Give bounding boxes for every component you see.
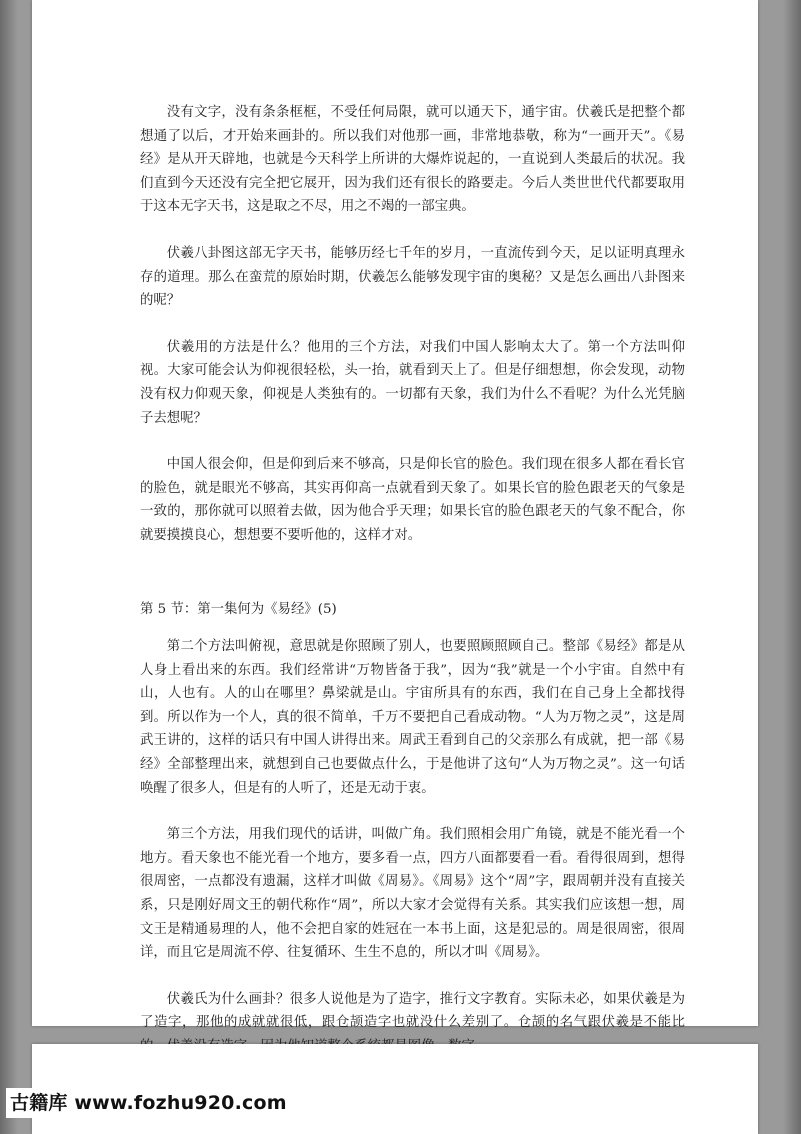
section-heading: 第 5 节：第一集何为《易经》(5)	[140, 601, 337, 617]
page-content	[140, 101, 685, 1082]
paragraph: 伏羲八卦图这部无字天书，能够历经七千年的岁月，一直流传到今天，足以证明真理永存的道理。那么在蛮荒的原始时期，伏羲怎么能够发现宇宙的奥秘？又是怎么画出八卦图来的呢？	[140, 245, 685, 309]
paragraph: 第二个方法叫俯视，意思就是你照顾了别人，也要照顾照顾自己。整部《易经》都是从人身上看出来的东西。我们经常讲“万物皆备于我”，因为“我”就是一个小宇宙。自然中有山，人也有。人的山在哪里？鼻梁就是山。宇宙所具有的东西，我们在自己身上全都找得到。所以作为一个人，真的很不简单，千万不要把自己看成动物。“人为万物之灵”，这是周武王讲的，这样的话只有中国人讲得出来。周武王看到自己的父亲那么有成就，把一部《易经》全部整理出来，就想到自己也要做点什么，于是他讲了这句“人为万物之灵”。这一句话唤醒了很多人，但是有的人听了，还是无动于衷。	[140, 639, 685, 796]
document-page	[32, 0, 758, 1031]
paragraph: 伏羲用的方法是什么？他用的三个方法，对我们中国人影响太大了。第一个方法叫仰视。大家可能会认为仰视很轻松，头一抬，就看到天上了。但是仔细想想，你会发现，动物没有权力仰观天象，仰视是人类独有的。一切都有天象，我们为什么不看呢？为什么光凭脑子去想呢？	[140, 339, 685, 426]
paragraph: 伏羲氏为什么画卦？很多人说他是为了造字，推行文字教育。实际未必，如果伏羲是为了造字，那他的成就就很低，跟仓颉造字也就没什么差别了。仓颉的名气跟伏羲是不能比	[140, 991, 685, 1031]
paragraph: 第三个方法，用我们现代的话讲，叫做广角。我们照相会用广角镜，就是不能光看一个地方。看天象也不能光看一个地方，要多看一点，四方八面都要看一看。看得很周到，想得很周密，一点都没有遗漏，这样才叫做《周易》。《周易》这个“周”字，跟周朝并没有直接关系，只是刚好周文王的朝代称作“周”，所以大家才会觉得有关系。其实我们应该想一想，周文王是精通易理的人，他不会把自家的姓冠在一本书上面，这是犯忌的。周是很周密，很周详，而且它是周流不停、往复循环、生生不息的，所以才叫《周易》。	[140, 827, 685, 961]
paragraph: 没有文字，没有条条框框，不受任何局限，就可以通天下，通宇宙。伏羲氏是把整个都想通了以后，才开始来画卦的。所以我们对他那一画，非常地恭敬，称为“一画开天”。《易经》是从开天辟地，也就是今天科学上所讲的大爆炸说起的，一直说到人类最后的状况。我们直到今天还没有完全把它展开，因为我们还有很长的路要走。今后人类世世代代都要取用于这本无字天书，这是取之不尽，用之不竭的一部宝典。	[140, 105, 685, 215]
site-watermark: 古籍库 www.fozhu920.com	[6, 1088, 268, 1118]
paragraph: 中国人很会仰，但是仰到后来不够高，只是仰长官的脸色。我们现在很多人都在看长官的脸色，就是眼光不够高，其实再仰高一点就看到天象了。如果长官的脸色跟老天的气象是一致的，那你就可以照着去做，因为他合乎天理；如果长官的脸色跟老天的气象不配合，你就要摸摸良心，想想要不要听他的，这样才对。	[140, 457, 685, 543]
